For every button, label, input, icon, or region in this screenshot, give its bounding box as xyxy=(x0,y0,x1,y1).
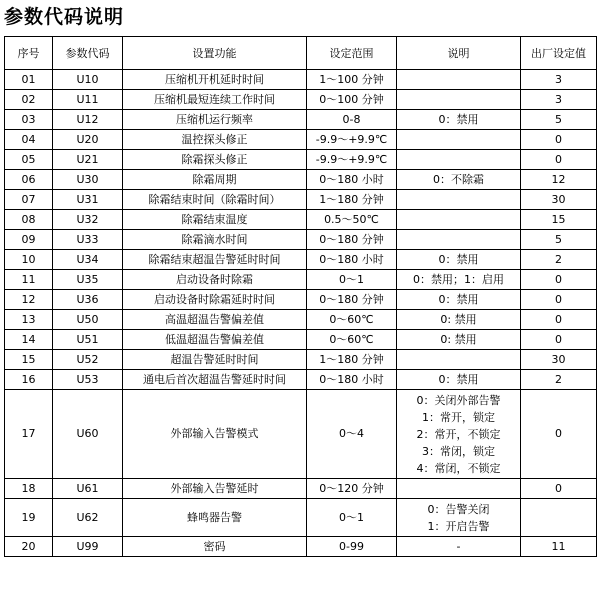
cell-function: 温控探头修正 xyxy=(123,130,307,150)
cell-function: 除霜周期 xyxy=(123,170,307,190)
cell-note xyxy=(397,70,521,90)
cell-range: 0-99 xyxy=(307,537,397,557)
table-row xyxy=(5,90,597,110)
cell-note xyxy=(397,310,521,330)
cell-note xyxy=(397,230,521,250)
table-row xyxy=(5,537,597,557)
document-title: 参数代码说明 xyxy=(4,6,125,28)
cell-range: 0～180 小时 xyxy=(307,170,397,190)
cell-default: 0 xyxy=(521,310,597,330)
note-line: 0：不除霜 xyxy=(433,172,484,186)
cell-code: U53 xyxy=(53,370,123,390)
table-row xyxy=(5,290,597,310)
column-header-note: 说明 xyxy=(397,37,521,70)
cell-note xyxy=(397,479,521,499)
cell-range: 0～180 分钟 xyxy=(307,290,397,310)
cell-code: U35 xyxy=(53,270,123,290)
table-header-row xyxy=(5,37,597,70)
table-row xyxy=(5,230,597,250)
cell-code: U52 xyxy=(53,350,123,370)
cell-code: U99 xyxy=(53,537,123,557)
cell-default: 0 xyxy=(521,390,597,479)
cell-function: 高温超温告警偏差值 xyxy=(123,310,307,330)
cell-function: 压缩机开机延时时间 xyxy=(123,70,307,90)
note-line: 0：禁用 xyxy=(438,252,479,266)
cell-function: 外部输入告警模式 xyxy=(123,390,307,479)
note-line: 0：禁用；1：启用 xyxy=(413,272,504,286)
cell-function: 除霜结束温度 xyxy=(123,210,307,230)
cell-code: U30 xyxy=(53,170,123,190)
cell-no: 12 xyxy=(5,290,53,310)
cell-default: 3 xyxy=(521,70,597,90)
cell-note xyxy=(397,290,521,310)
cell-default: 0 xyxy=(521,130,597,150)
note-line: 2：常开，不锁定 xyxy=(416,427,501,441)
table-row xyxy=(5,350,597,370)
cell-no: 06 xyxy=(5,170,53,190)
cell-range: 0～1 xyxy=(307,499,397,537)
table-row xyxy=(5,310,597,330)
cell-default: 15 xyxy=(521,210,597,230)
cell-range: 1～180 分钟 xyxy=(307,190,397,210)
cell-default: 0 xyxy=(521,479,597,499)
table-row xyxy=(5,370,597,390)
cell-no: 08 xyxy=(5,210,53,230)
note-line: - xyxy=(456,539,461,553)
cell-default: 30 xyxy=(521,350,597,370)
column-header-range: 设定范围 xyxy=(307,37,397,70)
cell-note xyxy=(397,499,521,537)
cell-default: 0 xyxy=(521,290,597,310)
column-header-code: 参数代码 xyxy=(53,37,123,70)
cell-default: 2 xyxy=(521,370,597,390)
cell-range: -9.9～+9.9℃ xyxy=(307,130,397,150)
cell-no: 04 xyxy=(5,130,53,150)
cell-code: U10 xyxy=(53,70,123,90)
cell-function: 除霜结束时间（除霜时间） xyxy=(123,190,307,210)
cell-default: 11 xyxy=(521,537,597,557)
note-line: 0: 禁用 xyxy=(440,312,477,326)
cell-default: 0 xyxy=(521,270,597,290)
cell-function: 低温超温告警偏差值 xyxy=(123,330,307,350)
note-line: 0：禁用 xyxy=(438,292,479,306)
table-body xyxy=(5,70,597,557)
cell-note xyxy=(397,350,521,370)
cell-function: 除霜探头修正 xyxy=(123,150,307,170)
cell-note xyxy=(397,270,521,290)
table-row xyxy=(5,130,597,150)
table-row xyxy=(5,390,597,479)
cell-no: 13 xyxy=(5,310,53,330)
cell-no: 16 xyxy=(5,370,53,390)
cell-code: U12 xyxy=(53,110,123,130)
cell-note xyxy=(397,170,521,190)
table-row xyxy=(5,479,597,499)
cell-range: 0～60℃ xyxy=(307,310,397,330)
cell-default: 12 xyxy=(521,170,597,190)
cell-note xyxy=(397,130,521,150)
cell-note xyxy=(397,537,521,557)
cell-function: 压缩机最短连续工作时间 xyxy=(123,90,307,110)
cell-function: 除霜结束超温告警延时时间 xyxy=(123,250,307,270)
cell-function: 蜂鸣器告警 xyxy=(123,499,307,537)
cell-range: 0～180 小时 xyxy=(307,250,397,270)
cell-function: 外部输入告警延时 xyxy=(123,479,307,499)
cell-range: 0-8 xyxy=(307,110,397,130)
cell-note xyxy=(397,370,521,390)
cell-range: 0～1 xyxy=(307,270,397,290)
cell-range: 1～180 分钟 xyxy=(307,350,397,370)
cell-no: 10 xyxy=(5,250,53,270)
cell-default: 2 xyxy=(521,250,597,270)
cell-range: 1～100 分钟 xyxy=(307,70,397,90)
table-row xyxy=(5,70,597,90)
cell-note xyxy=(397,90,521,110)
cell-code: U62 xyxy=(53,499,123,537)
cell-default: 5 xyxy=(521,110,597,130)
cell-default: 5 xyxy=(521,230,597,250)
cell-no: 17 xyxy=(5,390,53,479)
cell-range: 0～180 小时 xyxy=(307,370,397,390)
cell-function: 启动设备时除霜延时时间 xyxy=(123,290,307,310)
column-header-function: 设置功能 xyxy=(123,37,307,70)
table-row xyxy=(5,190,597,210)
cell-range: 0～120 分钟 xyxy=(307,479,397,499)
note-line: 3：常闭，锁定 xyxy=(422,444,495,458)
cell-default: 3 xyxy=(521,90,597,110)
cell-no: 20 xyxy=(5,537,53,557)
cell-no: 18 xyxy=(5,479,53,499)
table-row xyxy=(5,250,597,270)
cell-code: U11 xyxy=(53,90,123,110)
cell-no: 05 xyxy=(5,150,53,170)
cell-range: 0～60℃ xyxy=(307,330,397,350)
cell-code: U51 xyxy=(53,330,123,350)
cell-function: 密码 xyxy=(123,537,307,557)
cell-code: U36 xyxy=(53,290,123,310)
table-row xyxy=(5,499,597,537)
cell-default: 30 xyxy=(521,190,597,210)
cell-code: U20 xyxy=(53,130,123,150)
cell-range: -9.9～+9.9℃ xyxy=(307,150,397,170)
cell-no: 11 xyxy=(5,270,53,290)
cell-function: 启动设备时除霜 xyxy=(123,270,307,290)
cell-range: 0～180 分钟 xyxy=(307,230,397,250)
cell-range: 0～4 xyxy=(307,390,397,479)
note-line: 0：禁用 xyxy=(438,112,479,126)
cell-note xyxy=(397,150,521,170)
cell-no: 09 xyxy=(5,230,53,250)
table-row xyxy=(5,110,597,130)
cell-no: 01 xyxy=(5,70,53,90)
parameter-table xyxy=(4,36,597,557)
table-row xyxy=(5,270,597,290)
note-line: 1：常开，锁定 xyxy=(422,410,495,424)
cell-code: U32 xyxy=(53,210,123,230)
cell-code: U34 xyxy=(53,250,123,270)
cell-note xyxy=(397,210,521,230)
cell-no: 02 xyxy=(5,90,53,110)
cell-range: 0～100 分钟 xyxy=(307,90,397,110)
note-line: 0: 禁用 xyxy=(440,332,477,346)
column-header-default: 出厂设定值 xyxy=(521,37,597,70)
table-row xyxy=(5,330,597,350)
cell-code: U33 xyxy=(53,230,123,250)
cell-code: U31 xyxy=(53,190,123,210)
note-line: 0：禁用 xyxy=(438,372,479,386)
note-line: 0：告警关闭 xyxy=(427,502,490,516)
cell-code: U61 xyxy=(53,479,123,499)
cell-no: 07 xyxy=(5,190,53,210)
cell-code: U21 xyxy=(53,150,123,170)
cell-function: 压缩机运行频率 xyxy=(123,110,307,130)
cell-no: 03 xyxy=(5,110,53,130)
table-row xyxy=(5,210,597,230)
cell-no: 15 xyxy=(5,350,53,370)
cell-note xyxy=(397,390,521,479)
table-row xyxy=(5,150,597,170)
cell-function: 除霜滴水时间 xyxy=(123,230,307,250)
cell-default: 0 xyxy=(521,150,597,170)
cell-default: 0 xyxy=(521,330,597,350)
cell-no: 19 xyxy=(5,499,53,537)
table-row xyxy=(5,170,597,190)
cell-function: 超温告警延时时间 xyxy=(123,350,307,370)
column-header-no: 序号 xyxy=(5,37,53,70)
note-line: 4：常闭，不锁定 xyxy=(416,461,501,475)
cell-range: 0.5～50℃ xyxy=(307,210,397,230)
cell-note xyxy=(397,330,521,350)
cell-code: U60 xyxy=(53,390,123,479)
cell-default xyxy=(521,499,597,537)
note-line: 0：关闭外部告警 xyxy=(416,393,501,407)
cell-no: 14 xyxy=(5,330,53,350)
cell-function: 通电后首次超温告警延时时间 xyxy=(123,370,307,390)
cell-note xyxy=(397,190,521,210)
cell-note xyxy=(397,110,521,130)
cell-note xyxy=(397,250,521,270)
note-line: 1：开启告警 xyxy=(427,519,490,533)
cell-code: U50 xyxy=(53,310,123,330)
